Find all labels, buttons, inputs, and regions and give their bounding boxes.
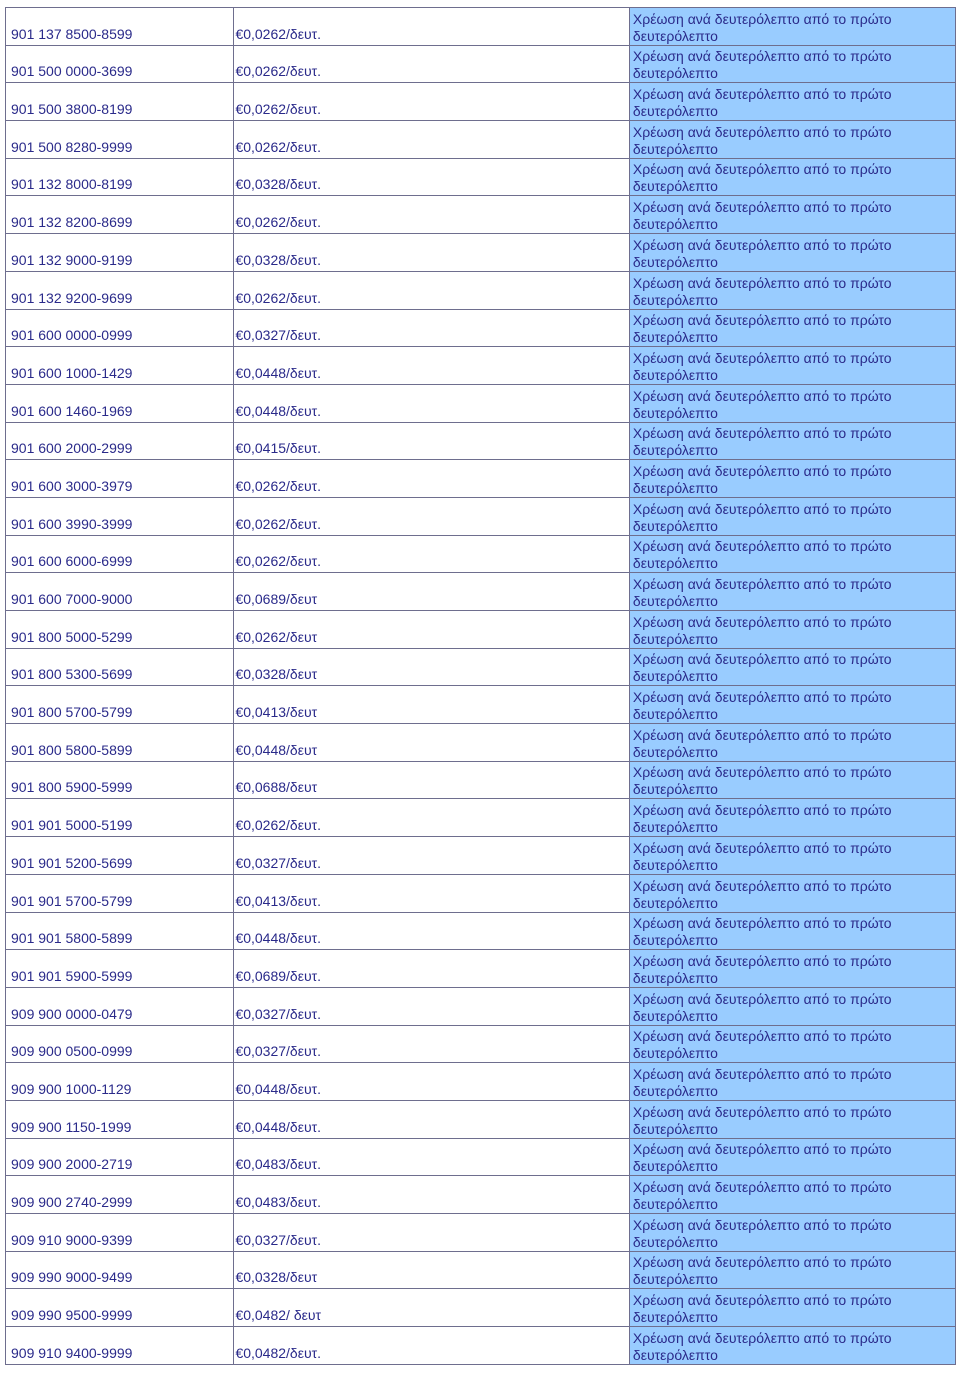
billing-note-cell (629, 234, 955, 272)
billing-note-line-1: Χρέωση ανά δευτερόλεπτο από το πρώτο (632, 1216, 892, 1233)
rate-cell: €0,0327/δευτ. (234, 1025, 629, 1063)
number-range-cell: 901 500 0000-3699 (6, 45, 234, 83)
rate-cell: €0,0413/δευτ. (234, 874, 629, 912)
billing-note-line-2: δευτερόλεπτο (632, 630, 718, 647)
billing-note-line-2: δευτερόλεπτο (632, 442, 718, 459)
number-range-cell: 901 600 2000-2999 (6, 422, 234, 460)
table-row (6, 422, 956, 460)
table-row (6, 535, 956, 573)
rate-cell: €0,0328/δευτ (234, 648, 629, 686)
billing-note-line-2: δευτερόλεπτο (632, 1271, 718, 1288)
billing-note-cell (629, 8, 955, 46)
rate-cell: €0,0262/δευτ. (234, 535, 629, 573)
billing-note-line-1: Χρέωση ανά δευτερόλεπτο από το πρώτο (632, 952, 892, 969)
rate-cell: €0,0448/δευτ. (234, 1100, 629, 1138)
billing-note-cell (629, 422, 955, 460)
table-row (6, 686, 956, 724)
billing-note-cell (629, 121, 955, 159)
number-range-cell: 901 600 3990-3999 (6, 497, 234, 535)
billing-note-cell (629, 912, 955, 950)
rate-cell: €0,0448/δευτ. (234, 1063, 629, 1101)
billing-note-cell (629, 535, 955, 573)
number-range-cell: 909 900 1150-1999 (6, 1100, 234, 1138)
number-range-cell: 909 900 2740-2999 (6, 1176, 234, 1214)
billing-note-line-2: δευτερόλεπτο (632, 856, 718, 873)
billing-note-line-2: δευτερόλεπτο (632, 1346, 718, 1363)
billing-note-line-2: δευτερόλεπτο (632, 517, 718, 534)
billing-note-line-1: Χρέωση ανά δευτερόλεπτο από το πρώτο (632, 1103, 892, 1120)
rate-cell: €0,0327/δευτ. (234, 837, 629, 875)
rate-cell: €0,0482/δευτ. (234, 1327, 629, 1365)
billing-note-line-1: Χρέωση ανά δευτερόλεπτο από το πρώτο (632, 764, 892, 781)
billing-note-line-1: Χρέωση ανά δευτερόλεπτο από το πρώτο (632, 1254, 892, 1271)
table-row (6, 271, 956, 309)
number-range-cell: 901 901 5800-5899 (6, 912, 234, 950)
billing-note-cell (629, 347, 955, 385)
table-row (6, 1025, 956, 1063)
billing-note-line-1: Χρέωση ανά δευτερόλεπτο από το πρώτο (632, 1065, 892, 1082)
billing-note-line-1: Χρέωση ανά δευτερόλεπτο από το πρώτο (632, 689, 892, 706)
billing-note-line-1: Χρέωση ανά δευτερόλεπτο από το πρώτο (632, 802, 892, 819)
number-range-cell: 901 600 6000-6999 (6, 535, 234, 573)
rate-cell: €0,0413/δευτ (234, 686, 629, 724)
rate-cell: €0,0262/δευτ. (234, 799, 629, 837)
billing-note-line-1: Χρέωση ανά δευτερόλεπτο από το πρώτο (632, 538, 892, 555)
table-row (6, 912, 956, 950)
rate-cell: €0,0448/δευτ. (234, 912, 629, 950)
number-range-cell: 901 600 1000-1429 (6, 347, 234, 385)
billing-note-line-1: Χρέωση ανά δευτερόλεπτο από το πρώτο (632, 500, 892, 517)
billing-note-line-1: Χρέωση ανά δευτερόλεπτο από το πρώτο (632, 990, 892, 1007)
billing-note-cell (629, 950, 955, 988)
billing-note-line-1: Χρέωση ανά δευτερόλεπτο από το πρώτο (632, 877, 892, 894)
billing-note-line-1: Χρέωση ανά δευτερόλεπτο από το πρώτο (632, 86, 892, 103)
billing-note-cell (629, 1214, 955, 1252)
billing-note-cell (629, 648, 955, 686)
billing-note-line-1: Χρέωση ανά δευτερόλεπτο από το πρώτο (632, 199, 892, 216)
number-range-cell: 901 500 8280-9999 (6, 121, 234, 159)
billing-note-cell (629, 1138, 955, 1176)
rate-cell: €0,0262/δευτ. (234, 45, 629, 83)
rate-cell: €0,0262/δευτ (234, 611, 629, 649)
table-row (6, 384, 956, 422)
billing-note-line-2: δευτερόλεπτο (632, 743, 718, 760)
billing-note-line-2: δευτερόλεπτο (632, 27, 718, 44)
number-range-cell: 901 800 5800-5899 (6, 724, 234, 762)
rate-cell: €0,0483/δευτ. (234, 1138, 629, 1176)
rate-cell: €0,0328/δευτ. (234, 234, 629, 272)
billing-note-cell (629, 460, 955, 498)
table-row (6, 1214, 956, 1252)
table-row (6, 309, 956, 347)
billing-note-line-2: δευτερόλεπτο (632, 366, 718, 383)
table-row (6, 347, 956, 385)
billing-note-line-1: Χρέωση ανά δευτερόλεπτο από το πρώτο (632, 425, 892, 442)
number-range-cell: 901 132 9000-9199 (6, 234, 234, 272)
billing-note-cell (629, 271, 955, 309)
table-row (6, 234, 956, 272)
number-range-cell: 909 900 0000-0479 (6, 987, 234, 1025)
table-row (6, 1138, 956, 1176)
billing-note-line-1: Χρέωση ανά δευτερόλεπτο από το πρώτο (632, 274, 892, 291)
number-range-cell: 909 910 9000-9399 (6, 1214, 234, 1252)
billing-note-cell (629, 874, 955, 912)
rate-cell: €0,0262/δευτ. (234, 460, 629, 498)
billing-note-line-2: δευτερόλεπτο (632, 216, 718, 233)
billing-note-line-1: Χρέωση ανά δευτερόλεπτο από το πρώτο (632, 48, 892, 65)
billing-note-cell (629, 158, 955, 196)
table-row (6, 196, 956, 234)
rate-cell: €0,0262/δευτ. (234, 121, 629, 159)
billing-note-cell (629, 761, 955, 799)
billing-note-line-2: δευτερόλεπτο (632, 555, 718, 572)
table-row (6, 761, 956, 799)
number-range-cell: 909 990 9500-9999 (6, 1289, 234, 1327)
number-range-cell: 909 900 0500-0999 (6, 1025, 234, 1063)
rate-cell: €0,0262/δευτ. (234, 8, 629, 46)
billing-note-cell (629, 1289, 955, 1327)
billing-note-line-2: δευτερόλεπτο (632, 1082, 718, 1099)
billing-note-line-1: Χρέωση ανά δευτερόλεπτο από το πρώτο (632, 1292, 892, 1309)
number-range-cell: 909 900 1000-1129 (6, 1063, 234, 1101)
table-row (6, 1327, 956, 1365)
billing-note-line-2: δευτερόλεπτο (632, 253, 718, 270)
rate-cell: €0,0689/δευτ. (234, 950, 629, 988)
table-row (6, 83, 956, 121)
rate-cell: €0,0448/δευτ (234, 724, 629, 762)
billing-note-line-1: Χρέωση ανά δευτερόλεπτο από το πρώτο (632, 726, 892, 743)
billing-note-cell (629, 309, 955, 347)
billing-note-line-2: δευτερόλεπτο (632, 1233, 718, 1250)
table-row (6, 1063, 956, 1101)
rate-cell: €0,0327/δευτ. (234, 309, 629, 347)
billing-note-cell (629, 837, 955, 875)
table-row (6, 724, 956, 762)
billing-note-line-2: δευτερόλεπτο (632, 706, 718, 723)
table-row (6, 158, 956, 196)
table-row (6, 799, 956, 837)
number-range-cell: 901 800 5900-5999 (6, 761, 234, 799)
table-row (6, 611, 956, 649)
billing-note-line-1: Χρέωση ανά δευτερόλεπτο από το πρώτο (632, 387, 892, 404)
table-row (6, 648, 956, 686)
billing-note-cell (629, 196, 955, 234)
billing-note-line-2: δευτερόλεπτο (632, 140, 718, 157)
billing-note-line-1: Χρέωση ανά δευτερόλεπτο από το πρώτο (632, 161, 892, 178)
rate-cell: €0,0327/δευτ. (234, 1214, 629, 1252)
billing-note-line-1: Χρέωση ανά δευτερόλεπτο από το πρώτο (632, 123, 892, 140)
number-range-cell: 901 901 5700-5799 (6, 874, 234, 912)
table-row (6, 1251, 956, 1289)
billing-note-cell (629, 1100, 955, 1138)
number-range-cell: 901 132 8200-8699 (6, 196, 234, 234)
billing-note-line-2: δευτερόλεπτο (632, 1158, 718, 1175)
table-row (6, 950, 956, 988)
billing-note-cell (629, 1327, 955, 1365)
billing-note-line-1: Χρέωση ανά δευτερόλεπτο από το πρώτο (632, 651, 892, 668)
rate-cell: €0,0328/δευτ (234, 1251, 629, 1289)
billing-note-line-1: Χρέωση ανά δευτερόλεπτο από το πρώτο (632, 10, 892, 27)
table-row (6, 874, 956, 912)
rate-cell: €0,0328/δευτ. (234, 158, 629, 196)
table-row (6, 45, 956, 83)
table-row (6, 987, 956, 1025)
billing-note-cell (629, 611, 955, 649)
rate-cell: €0,0262/δευτ. (234, 196, 629, 234)
billing-note-line-2: δευτερόλεπτο (632, 178, 718, 195)
billing-note-line-2: δευτερόλεπτο (632, 1196, 718, 1212)
billing-note-cell (629, 799, 955, 837)
billing-note-line-2: δευτερόλεπτο (632, 668, 718, 685)
table-row (6, 837, 956, 875)
billing-note-line-1: Χρέωση ανά δευτερόλεπτο από το πρώτο (632, 462, 892, 479)
rate-cell: €0,0448/δευτ. (234, 347, 629, 385)
number-range-cell: 909 990 9000-9499 (6, 1251, 234, 1289)
billing-note-line-1: Χρέωση ανά δευτερόλεπτο από το πρώτο (632, 236, 892, 253)
billing-note-line-2: δευτερόλεπτο (632, 894, 718, 911)
billing-note-line-2: δευτερόλεπτο (632, 103, 718, 120)
billing-note-line-2: δευτερόλεπτο (632, 781, 718, 798)
rate-cell: €0,0262/δευτ. (234, 83, 629, 121)
number-range-cell: 901 132 8000-8199 (6, 158, 234, 196)
rate-cell: €0,0448/δευτ. (234, 384, 629, 422)
table-row (6, 573, 956, 611)
billing-note-cell (629, 573, 955, 611)
table-row (6, 1100, 956, 1138)
rate-table-body (6, 8, 956, 1365)
billing-note-cell (629, 497, 955, 535)
table-row (6, 8, 956, 46)
rate-cell: €0,0262/δευτ. (234, 497, 629, 535)
rate-cell: €0,0483/δευτ. (234, 1176, 629, 1214)
billing-note-line-1: Χρέωση ανά δευτερόλεπτο από το πρώτο (632, 1141, 892, 1158)
table-row (6, 121, 956, 159)
billing-note-cell (629, 987, 955, 1025)
number-range-cell: 901 500 3800-8199 (6, 83, 234, 121)
rate-cell: €0,0688/δευτ (234, 761, 629, 799)
billing-note-line-1: Χρέωση ανά δευτερόλεπτο από το πρώτο (632, 349, 892, 366)
rate-cell: €0,0262/δευτ. (234, 271, 629, 309)
billing-note-line-2: δευτερόλεπτο (632, 1309, 718, 1326)
billing-note-line-2: δευτερόλεπτο (632, 65, 718, 82)
table-row (6, 1176, 956, 1214)
billing-note-line-2: δευτερόλεπτο (632, 291, 718, 308)
number-range-cell: 901 137 8500-8599 (6, 8, 234, 46)
billing-note-line-1: Χρέωση ανά δευτερόλεπτο από το πρώτο (632, 312, 892, 329)
billing-note-line-2: δευτερόλεπτο (632, 1045, 718, 1062)
billing-note-line-1: Χρέωση ανά δευτερόλεπτο από το πρώτο (632, 1028, 892, 1045)
table-row (6, 1289, 956, 1327)
billing-note-cell (629, 1025, 955, 1063)
number-range-cell: 909 900 2000-2719 (6, 1138, 234, 1176)
billing-note-cell (629, 1251, 955, 1289)
rate-cell: €0,0689/δευτ (234, 573, 629, 611)
billing-note-line-1: Χρέωση ανά δευτερόλεπτο από το πρώτο (632, 1179, 892, 1195)
number-range-cell: 901 600 7000-9000 (6, 573, 234, 611)
billing-note-line-2: δευτερόλεπτο (632, 932, 718, 949)
billing-note-line-2: δευτερόλεπτο (632, 593, 718, 609)
number-range-cell: 901 800 5300-5699 (6, 648, 234, 686)
billing-note-cell (629, 724, 955, 762)
number-range-cell: 901 901 5900-5999 (6, 950, 234, 988)
billing-note-line-1: Χρέωση ανά δευτερόλεπτο από το πρώτο (632, 915, 892, 932)
billing-note-line-2: δευτερόλεπτο (632, 1007, 718, 1024)
number-range-cell: 901 901 5000-5199 (6, 799, 234, 837)
number-range-cell: 901 600 1460-1969 (6, 384, 234, 422)
rate-cell: €0,0482/ δευτ (234, 1289, 629, 1327)
table-row (6, 460, 956, 498)
billing-note-cell (629, 686, 955, 724)
rate-cell: €0,0415/δευτ. (234, 422, 629, 460)
number-range-cell: 909 910 9400-9999 (6, 1327, 234, 1365)
number-range-cell: 901 600 3000-3979 (6, 460, 234, 498)
number-range-cell: 901 132 9200-9699 (6, 271, 234, 309)
billing-note-line-2: δευτερόλεπτο (632, 969, 718, 986)
billing-note-line-2: δευτερόλεπτο (632, 479, 718, 496)
billing-note-line-2: δευτερόλεπτο (632, 819, 718, 836)
billing-note-line-2: δευτερόλεπτο (632, 1120, 718, 1137)
billing-note-line-1: Χρέωση ανά δευτερόλεπτο από το πρώτο (632, 613, 892, 630)
number-range-cell: 901 800 5000-5299 (6, 611, 234, 649)
billing-note-line-1: Χρέωση ανά δευτερόλεπτο από το πρώτο (632, 1329, 892, 1346)
billing-note-line-1: Χρέωση ανά δευτερόλεπτο από το πρώτο (632, 839, 892, 856)
billing-note-cell (629, 1063, 955, 1101)
billing-note-cell (629, 384, 955, 422)
number-range-cell: 901 901 5200-5699 (6, 837, 234, 875)
billing-note-cell (629, 1176, 955, 1214)
rate-table (5, 7, 956, 1365)
billing-note-cell (629, 45, 955, 83)
billing-note-cell (629, 83, 955, 121)
billing-note-line-2: δευτερόλεπτο (632, 329, 718, 346)
rate-cell: €0,0327/δευτ. (234, 987, 629, 1025)
billing-note-line-1: Χρέωση ανά δευτερόλεπτο από το πρώτο (632, 576, 892, 592)
billing-note-line-2: δευτερόλεπτο (632, 404, 718, 421)
number-range-cell: 901 800 5700-5799 (6, 686, 234, 724)
table-row (6, 497, 956, 535)
number-range-cell: 901 600 0000-0999 (6, 309, 234, 347)
